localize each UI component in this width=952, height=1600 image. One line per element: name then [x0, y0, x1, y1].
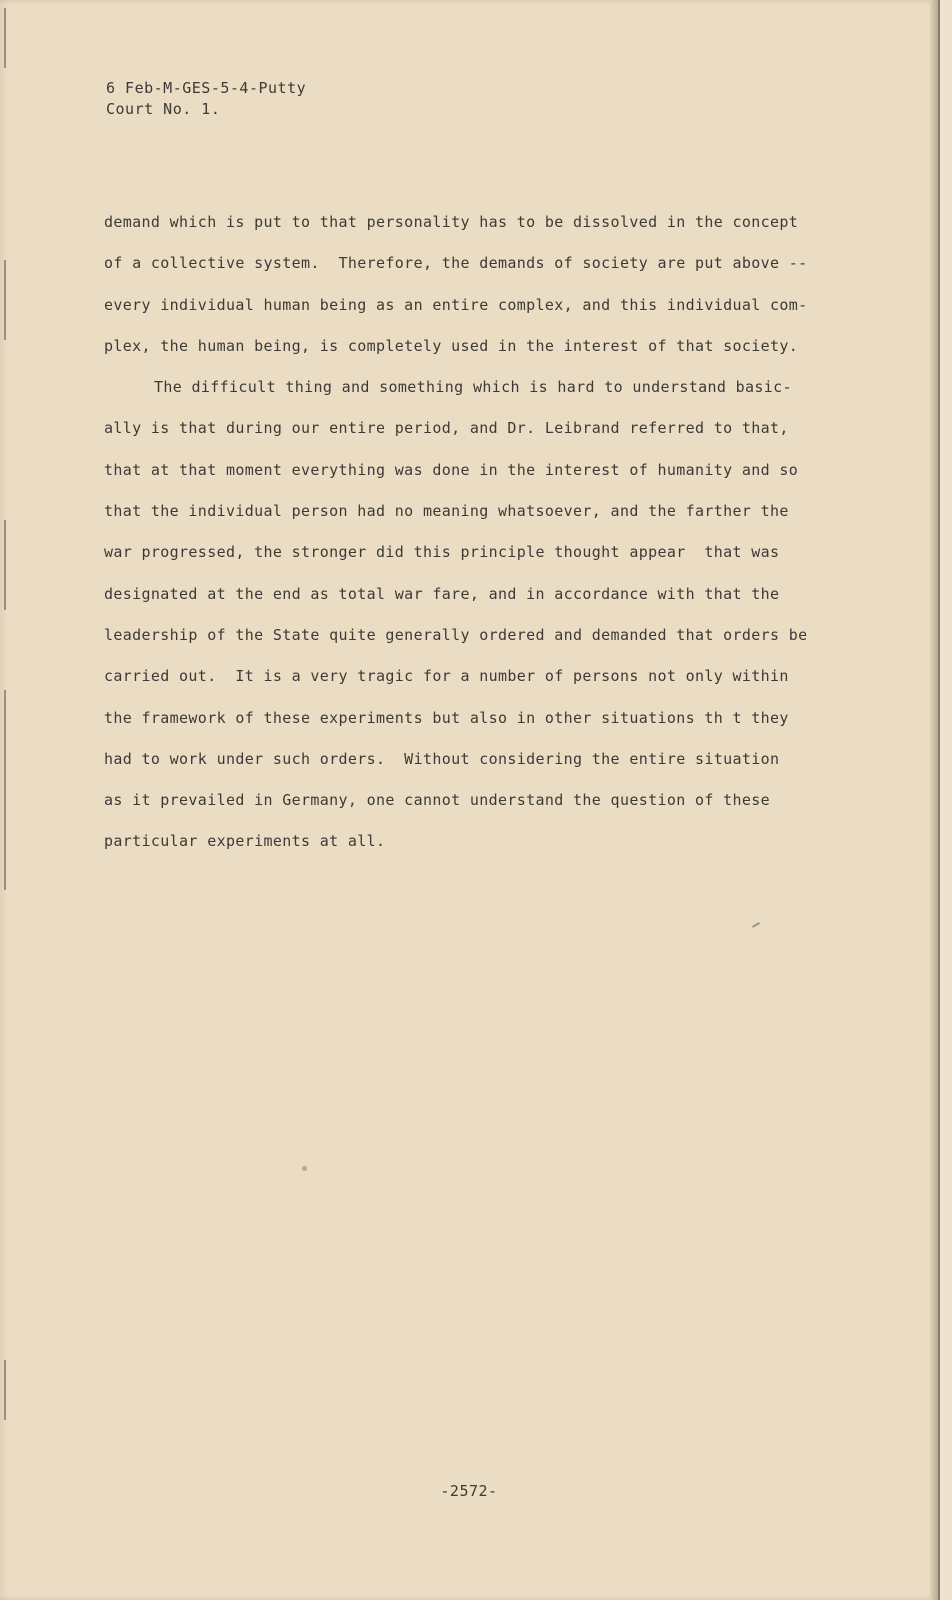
- header-reference: 6 Feb-M-GES-5-4-Putty: [106, 79, 307, 97]
- text-line: particular experiments at all.: [104, 832, 386, 851]
- text-line: as it prevailed in Germany, one cannot understand the question of these: [104, 791, 771, 810]
- text-line: war progressed, the stronger did this principle thought appear that was: [104, 543, 780, 562]
- document-header: [106, 78, 306, 120]
- header-court: Court No. 1.: [106, 100, 221, 118]
- binding-mark: [4, 690, 6, 890]
- text-line: leadership of the State quite generally ordered and demanded that orders be: [104, 625, 808, 644]
- text-line: had to work under such orders. Without considering the entire situation: [104, 749, 780, 768]
- binding-mark: [4, 260, 6, 340]
- text-line: every individual human being as an entire complex, and this individual com-: [104, 295, 808, 314]
- binding-mark: [4, 8, 6, 68]
- text-line: demand which is put to that personality has to be dissolved in the concept: [104, 213, 799, 231]
- page-edge: [930, 0, 938, 1600]
- text-line: the framework of these experiments but also in other situations th t they: [104, 708, 789, 727]
- text-line: The difficult thing and something which is hard to understand basic-: [154, 378, 792, 397]
- text-line: that at that moment everything was done in the interest of humanity and so: [104, 460, 799, 479]
- binding-mark: [4, 1360, 6, 1420]
- document-body: [104, 202, 884, 863]
- text-line: designated at the end as total war fare, and in accordance with that the: [104, 584, 780, 603]
- paper-speck: [302, 1166, 307, 1171]
- page-number: -2572-: [440, 1482, 498, 1500]
- text-line: ally is that during our entire period, and Dr. Leibrand referred to that,: [104, 419, 789, 438]
- text-line: of a collective system. Therefore, the demands of society are put above --: [104, 254, 808, 273]
- text-line: plex, the human being, is completely used in the interest of that society.: [104, 336, 799, 355]
- text-line: that the individual person had no meaning whatsoever, and the farther the: [104, 502, 789, 521]
- text-line: carried out. It is a very tragic for a number of persons not only within: [104, 667, 789, 686]
- binding-mark: [4, 520, 6, 610]
- paper-mark: [752, 922, 760, 928]
